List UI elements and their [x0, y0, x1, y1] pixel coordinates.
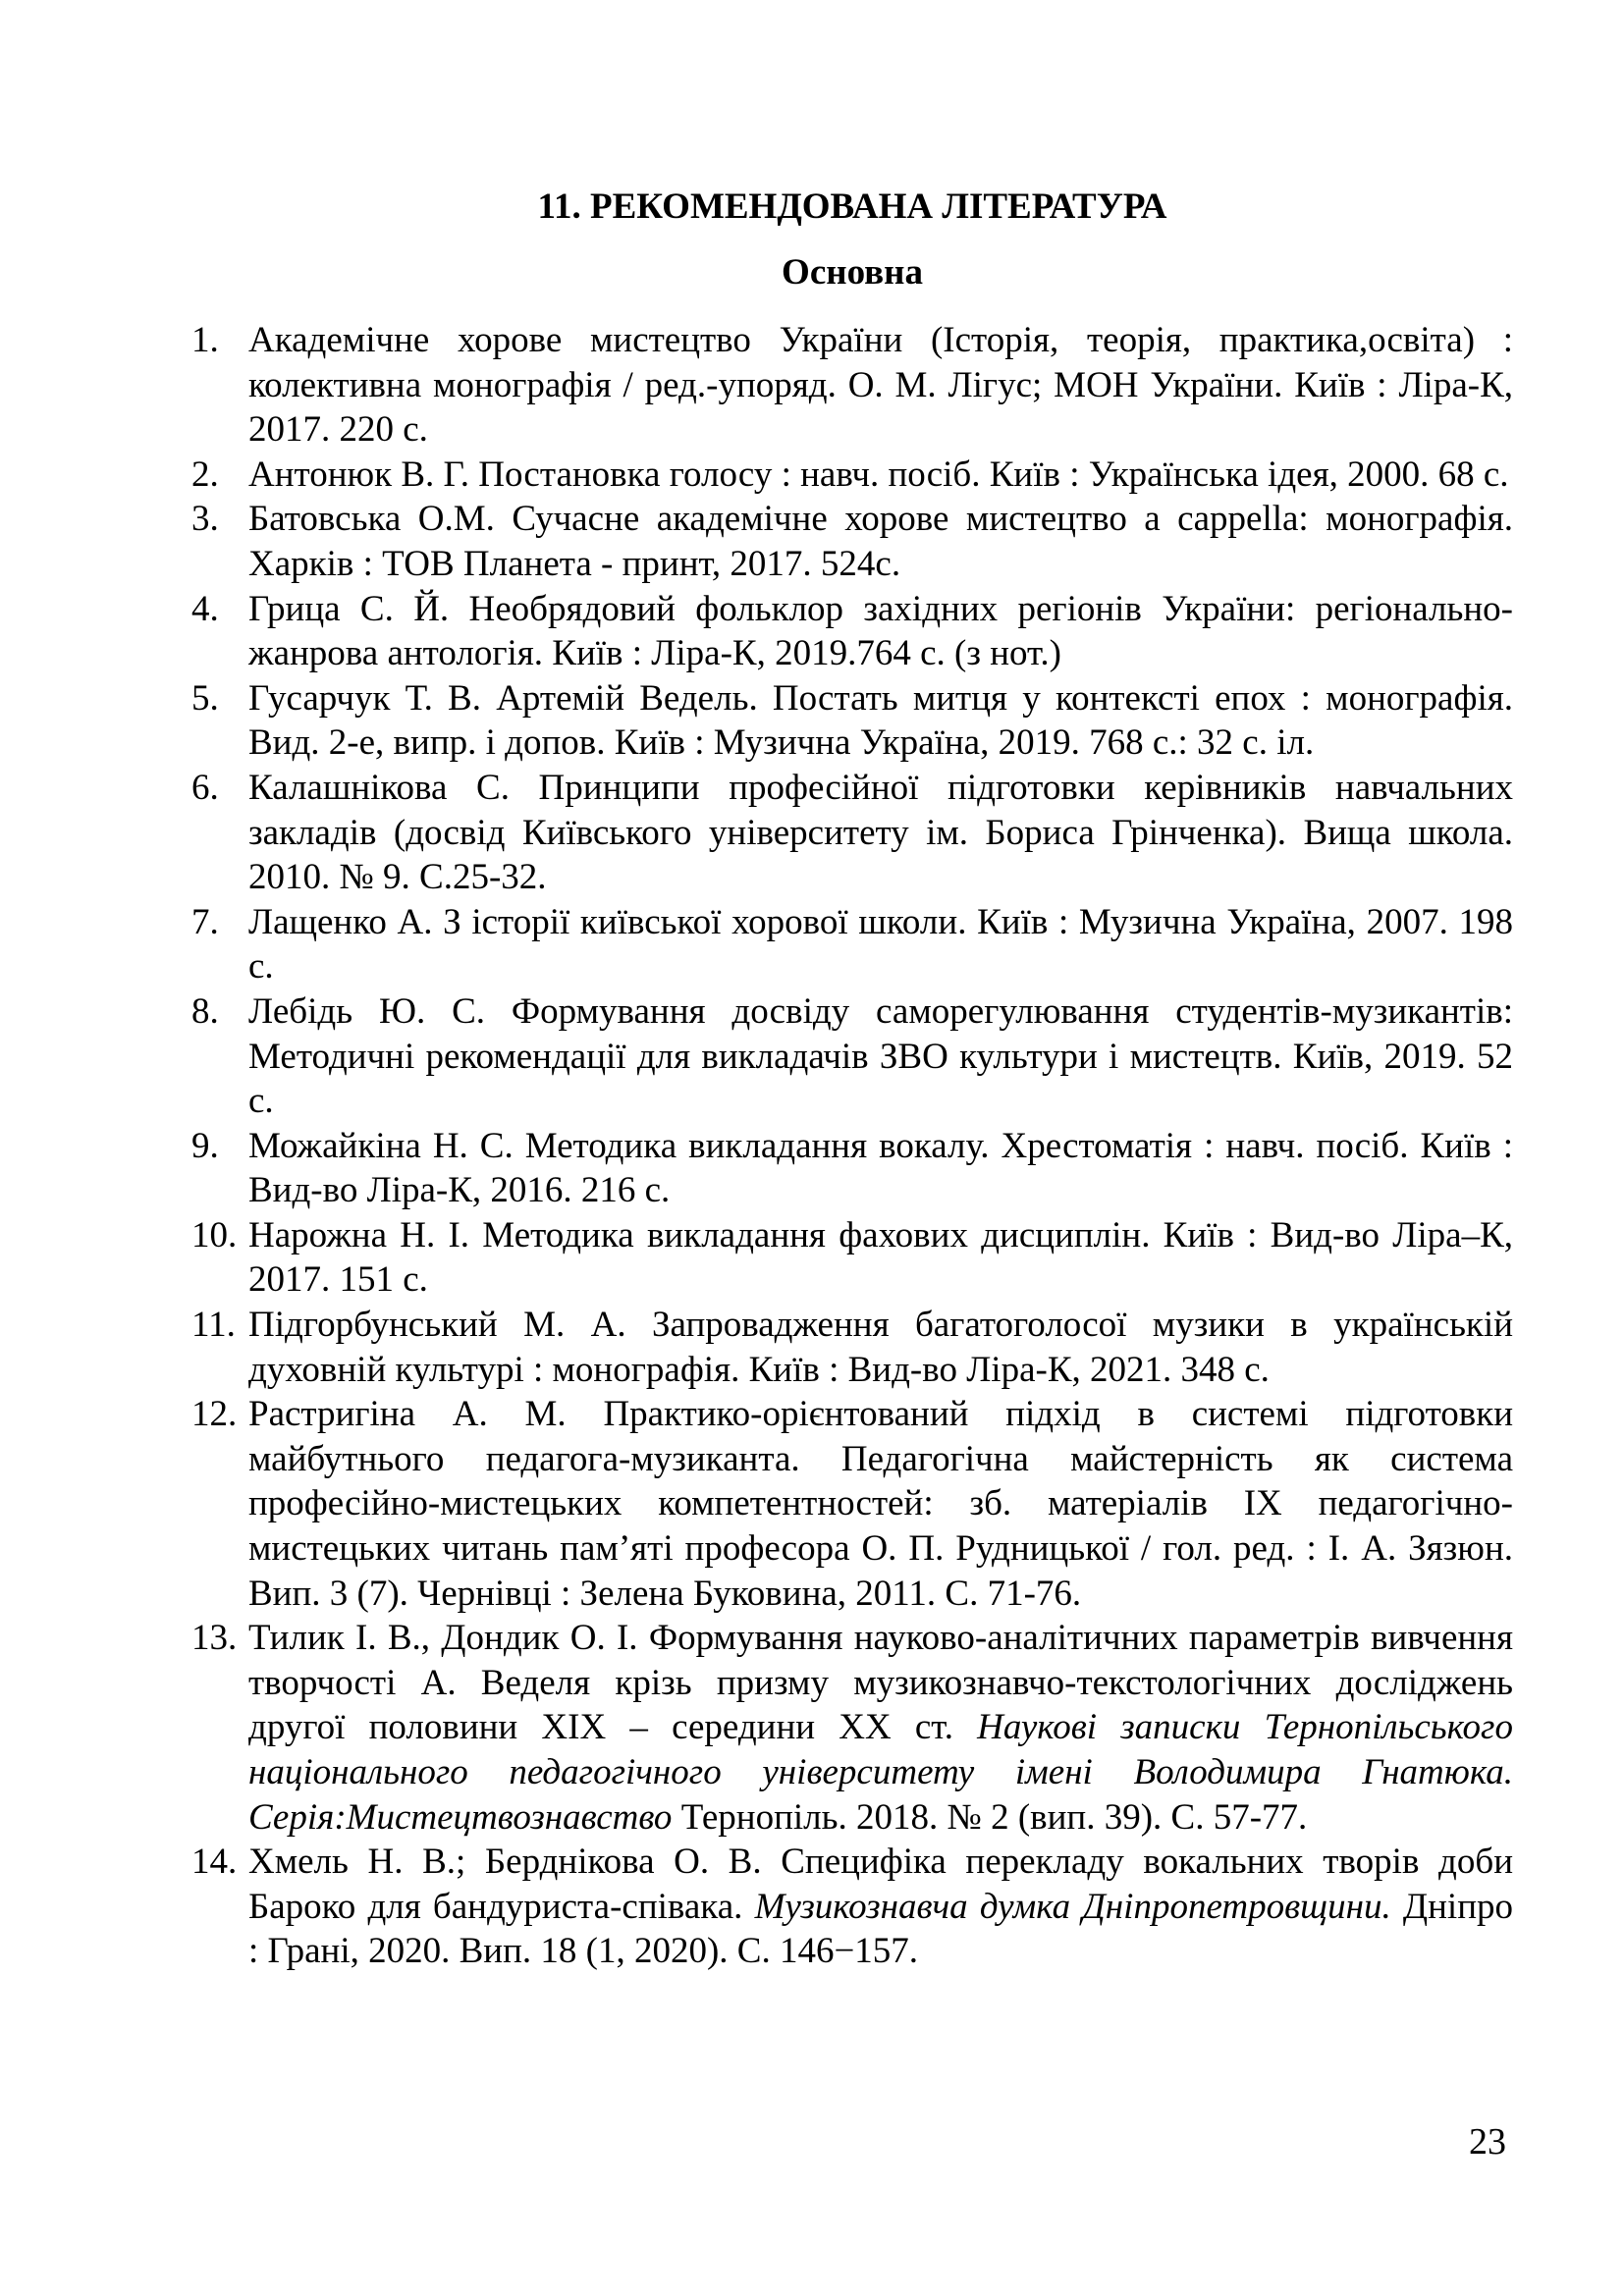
entry-text-segment: Підгорбунський М. А. Запровадження багатоголосої музики в українській духовній культурі : монографія. Київ : Вид-во Ліра-К, 2021. 348 с.: [248, 1305, 1513, 1390]
entry-number: 9.: [191, 1125, 219, 1166]
entry-text-segment: Нарожна Н. І. Методика викладання фахових дисциплін. Київ : Вид-во Ліра–К, 2017. 151 с.: [248, 1214, 1513, 1301]
entry-text-segment: Музикознавча думка Дніпропетровщини.: [754, 1886, 1391, 1927]
list-item: [191, 1303, 1513, 1392]
list-item: [191, 1213, 1513, 1303]
entry-number: 13.: [191, 1618, 238, 1659]
page-content: [191, 185, 1513, 1974]
entry-text: [248, 499, 1513, 584]
list-item: [191, 989, 1513, 1124]
entry-text: [248, 1126, 1513, 1211]
entry-text-segment: Лебідь Ю. С. Формування досвіду саморегулювання студентів-музикантів: Методичні рекомендації для викладачів ЗВО культури і мистецтв. Київ, 2019. 52 с.: [248, 990, 1513, 1122]
entry-number: 5.: [191, 677, 219, 719]
list-item: [191, 1392, 1513, 1616]
entry-text: [248, 1305, 1513, 1390]
entry-text-segment: Дніпро : Грані, 2020. Вип. 18 (1, 2020). С. 146−157.: [248, 1886, 1514, 1972]
entry-number: 6.: [191, 767, 219, 808]
entry-text: [248, 1842, 1513, 1971]
page-title: 11. РЕКОМЕНДОВАНА ЛІТЕРАТУРА: [537, 187, 1167, 227]
entry-text: [248, 454, 1509, 495]
entry-number: 2.: [191, 454, 219, 495]
entry-text-segment: Тернопіль. 2018. № 2 (вип. 39). С. 57-77.: [672, 1796, 1308, 1838]
entry-number: 8.: [191, 990, 219, 1032]
entry-text-segment: Грица С. Й. Необрядовий фольклор західних регіонів України: регіонально-жанрова антологія. Київ : Ліра-К, 2019.764 с. (з нот.): [248, 588, 1513, 674]
list-item: [191, 1124, 1513, 1213]
list-item: [191, 1840, 1513, 1974]
list-item: [191, 766, 1513, 900]
entry-number: 4.: [191, 588, 219, 629]
list-item: [191, 453, 1513, 498]
entry-text: [248, 320, 1513, 450]
entry-number: 3.: [191, 499, 219, 540]
entry-text: [248, 589, 1513, 674]
entry-text-segment: Лащенко А. З історії київської хорової школи. Київ : Музична Україна, 2007. 198 с.: [248, 901, 1513, 988]
list-item: [191, 587, 1513, 676]
entry-text-segment: Антонюк В. Г. Постановка голосу : навч. посіб. Київ : Українська ідея, 2000. 68 с.: [248, 454, 1509, 495]
list-item: [191, 497, 1513, 586]
entry-text-segment: Академічне хорове мистецтво України (Історія, теорія, практика,освіта) : колективна монографія / ред.-упоряд. О. М. Лігус; МОН України. Київ : Ліра-К, 2017. 220 с.: [248, 320, 1513, 451]
entry-number: 10.: [191, 1214, 238, 1255]
bibliography-list: [191, 318, 1513, 1974]
entry-text: [248, 902, 1513, 988]
entry-text: [248, 1394, 1513, 1613]
section-subtitle: Основна: [782, 252, 923, 293]
list-item: [191, 676, 1513, 766]
entry-text-segment: Хмель Н. В.; Берднікова О. В. Специфіка перекладу вокальних творів доби Бароко для бандуриста-співака.: [248, 1842, 1513, 1927]
entry-number: 7.: [191, 901, 219, 942]
entry-text-segment: Можайкіна Н. С. Методика викладання вокалу. Хрестоматія : навч. посіб. Київ : Вид-во Ліра-К, 2016. 216 с.: [248, 1125, 1513, 1211]
entry-number: 11.: [191, 1305, 236, 1346]
list-item: [191, 900, 1513, 989]
entry-text-segment: Тилик І. В., Дондик О. І. Формування науково-аналітичних параметрів вивчення творчості А. Веделя крізь призму музикознавчо-текстологічних досліджень другої половини ХІХ – середини ХХ ст.: [248, 1618, 1513, 1748]
entry-number: 12.: [191, 1394, 238, 1435]
entry-text: [248, 1215, 1513, 1301]
entry-text-segment: Гусарчук Т. В. Артемій Ведель. Постать митця у контексті епох : монографія. Вид. 2-е, випр. і допов. Київ : Музична Україна, 2019. 768 с.: 32 с. іл.: [248, 677, 1513, 764]
entry-text: [248, 1618, 1513, 1837]
entry-text: [248, 678, 1513, 764]
page-number: 23: [1469, 2121, 1506, 2163]
entry-number: 1.: [191, 320, 219, 360]
entry-text: [248, 768, 1513, 897]
entry-number: 14.: [191, 1842, 238, 1883]
entry-text-segment: Наукові записки Тернопільського національного педагогічного університету імені Володимира Гнатюка. Серія:Мистецтвознавство: [248, 1707, 1513, 1838]
list-item: [191, 318, 1513, 453]
list-item: [191, 1616, 1513, 1840]
entry-text-segment: Батовська О.М. Сучасне академічне хорове мистецтво а cappella: монографія. Харків : ТОВ Планета - принт, 2017. 524с.: [248, 499, 1513, 584]
entry-text-segment: Растригіна А. М. Практико-орієнтований підхід в системі підготовки майбутнього педагога-музиканта. Педагогічна майстерність як система професійно-мистецьких компетентностей: зб. матеріалів ІХ педагогічно-мистецьких читань пам’яті професора О. П. Рудницької / гол. ред. : І. А. Зязюн. Вип. 3 (7). Чернівці : Зелена Буковина, 2011. С. 71-76.: [248, 1394, 1513, 1614]
entry-text-segment: Калашнікова С. Принципи професійної підготовки керівників навчальних закладів (досвід Київського університету ім. Бориса Грінченка). Вища школа. 2010. № 9. С.25-32.: [248, 767, 1513, 898]
entry-text: [248, 991, 1513, 1121]
